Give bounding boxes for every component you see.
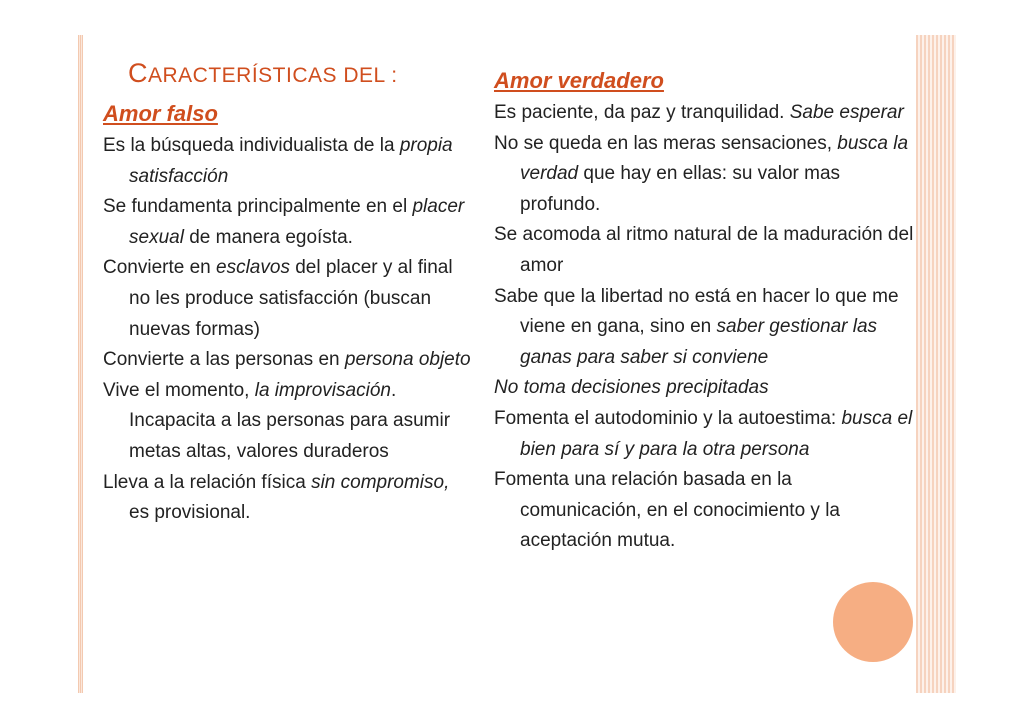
emphasis-text: Sabe esperar <box>789 102 904 123</box>
left-heading: Amor falso <box>103 101 218 126</box>
decorative-circle <box>833 582 913 662</box>
item-text: Fomenta el autodominio y la autoestima: <box>494 407 842 429</box>
emphasis-text: esclavos <box>216 257 290 279</box>
emphasis-text: busca el bien para sí y para la otra persona <box>520 407 913 460</box>
slide-title <box>128 58 398 89</box>
item-text: Convierte a las personas en <box>103 349 345 371</box>
emphasis-text: No toma decisiones precipitadas <box>494 377 769 399</box>
right-decorative-border <box>916 35 956 693</box>
right-column <box>494 64 914 557</box>
item-text: de manera egoísta. <box>183 226 353 248</box>
right-list <box>494 98 914 557</box>
left-decorative-border <box>78 35 83 693</box>
left-column <box>103 97 473 529</box>
list-item <box>103 345 473 376</box>
item-text: que hay en ellas: su valor mas profundo. <box>520 163 841 215</box>
item-text: No se queda en las meras sensaciones, <box>494 132 838 154</box>
list-item <box>494 98 914 129</box>
list-item <box>494 129 914 221</box>
list-item <box>494 465 914 557</box>
item-text: del placer y al final no les produce satisfacción (buscan nuevas formas) <box>129 257 453 340</box>
item-text: Sabe que la libertad no está en hacer lo que me viene en gana, sino en <box>494 285 899 338</box>
item-text: Es paciente, da paz y tranquilidad. <box>494 102 790 123</box>
emphasis-text: propia satisfacción <box>129 135 453 187</box>
title-initial: C <box>128 58 148 88</box>
title-rest: ARACTERÍSTICAS DEL <box>148 64 385 87</box>
list-item <box>494 282 914 374</box>
emphasis-text: persona objeto <box>344 349 471 371</box>
item-text: Se acomoda al ritmo natural de la maduración del amor <box>494 224 914 276</box>
emphasis-text: busca la verdad <box>520 132 909 185</box>
list-item <box>103 192 473 253</box>
item-text: Fomenta una relación basada en la comunicación, en el conocimiento y la aceptación mutua. <box>494 469 841 552</box>
list-item <box>103 376 473 468</box>
list-item <box>494 404 914 465</box>
item-text: es provisional. <box>129 502 251 524</box>
title-colon: : <box>384 64 398 87</box>
emphasis-text: saber gestionar las ganas para saber si conviene <box>520 316 878 368</box>
item-text: Se fundamenta principalmente en el <box>103 196 413 218</box>
left-list <box>103 131 473 529</box>
emphasis-text: sin compromiso, <box>311 471 450 493</box>
list-item <box>494 373 914 404</box>
item-text: Vive el momento, <box>103 379 255 401</box>
list-item <box>103 468 473 529</box>
right-heading: Amor verdadero <box>494 68 664 93</box>
list-item <box>103 253 473 345</box>
item-text: Convierte en <box>103 257 217 279</box>
item-text: Es la búsqueda individualista de la <box>103 135 400 156</box>
list-item <box>494 220 914 281</box>
emphasis-text: placer sexual <box>129 196 465 248</box>
emphasis-text: la improvisación <box>254 379 391 401</box>
list-item <box>103 131 473 192</box>
item-text: Lleva a la relación física <box>103 471 312 493</box>
item-text: . Incapacita a las personas para asumir metas altas, valores duraderos <box>129 379 451 462</box>
